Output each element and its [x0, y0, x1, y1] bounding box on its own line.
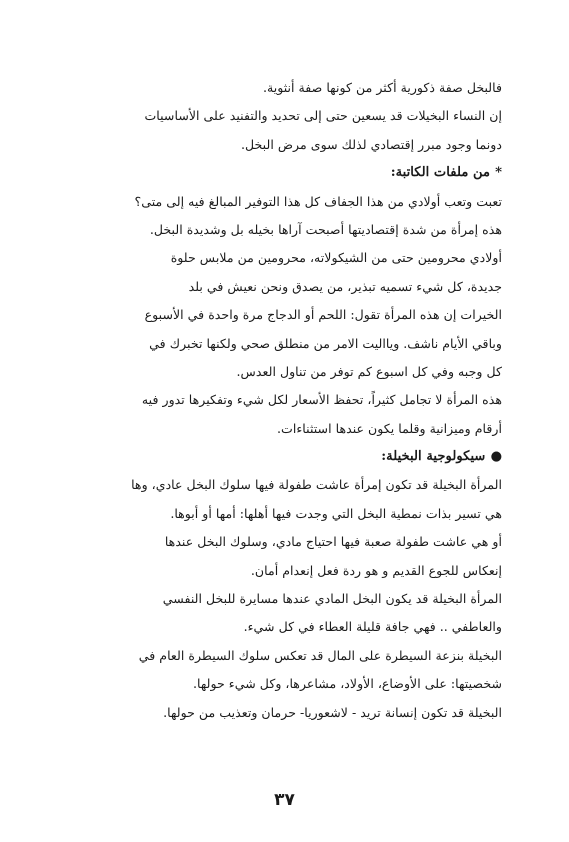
- body-line: والعاطفي .. فهي جافة قليلة العطاء في كل شيء.: [243, 619, 502, 635]
- body-line: إنعكاس للجوع القديم و هو ردة فعل إنعدام أمان.: [250, 562, 502, 578]
- body-line: هذه المرأة لا تجامل كثيراً، تحفظ الأسعار لكل شيء وتفكيرها تدور فيه: [141, 392, 502, 408]
- heading-text: سيكولوجية البخيلة:: [381, 449, 486, 465]
- body-line: البخيلة بنزعة السيطرة على المال قد تعكس سلوك السيطرة العام في: [138, 647, 502, 663]
- body-line: الخيرات إن هذه المرأة تقول: اللحم أو الدجاج مرة واحدة في الأسبوع: [144, 307, 502, 323]
- body-line: دونما وجود مبرر إقتصادي لذلك سوى مرض البخل.: [241, 136, 502, 152]
- asterisk-bullet-icon: *: [495, 165, 502, 181]
- page-body: [84, 74, 502, 727]
- body-line: تعبت وتعب أولادي من هذا الجفاف كل هذا التوفير المبالغ فيه إلى متى؟: [134, 193, 502, 209]
- body-line: جديدة، كل شيء تسميه تبذير، من يصدق ونحن نعيش في بلد: [188, 278, 502, 294]
- body-line: فالبخل صفة ذكورية أكثر من كونها صفة أنثوية.: [262, 80, 502, 95]
- body-line: إن النساء البخيلات قد يسعين حتى إلى تحديد والتفنيد على الأساسيات: [144, 108, 502, 124]
- body-line: أولادي محرومين حتى من الشيكولاته، محرومين من ملابس حلوة: [170, 250, 502, 266]
- body-line: أو هي عاشت طفولة صعبة فيها احتياج مادي، وسلوك البخل عندها: [164, 534, 502, 550]
- dot-bullet-icon: ●: [490, 449, 502, 465]
- body-line: هي تسير بذات نمطية البخل التي وجدت فيها أهلها: أمها أو أبوها.: [170, 505, 502, 521]
- section-heading-writer-files: [84, 159, 502, 187]
- body-line: المرأة البخيلة قد يكون البخل المادي عندها مسايرة للبخل النفسي: [162, 591, 502, 607]
- body-line: شخصيتها: على الأوضاع، الأولاد، مشاعرها، وكل شيء حولها.: [193, 676, 502, 692]
- heading-text: من ملفات الكاتبة:: [390, 165, 491, 181]
- body-line: المرأة البخيلة قد تكون إمرأة عاشت طفولة فيها سلوك البخل عادي، وها: [131, 477, 502, 493]
- body-line: أرقام وميزانية وقلما يكون عندها استثناءات.: [277, 420, 502, 436]
- body-line: وباقي الأيام ناشف. ويااليت الامر من منطلق صحي ولكنها تخبرك في: [149, 335, 502, 351]
- body-line: هذه إمرأة من شدة إقتصاديتها أصبحت آراها بخيله بل وشديدة البخل.: [149, 221, 502, 237]
- body-line: البخيلة قد تكون إنسانة تريد - لاشعوريا- حرمان وتعذيب من حولها.: [163, 704, 502, 720]
- body-line: كل وجبه وفي كل اسبوع كم توفر من تناول العدس.: [236, 363, 502, 379]
- page-number: ٣٧: [274, 790, 295, 810]
- section-heading-psychology: [84, 443, 502, 471]
